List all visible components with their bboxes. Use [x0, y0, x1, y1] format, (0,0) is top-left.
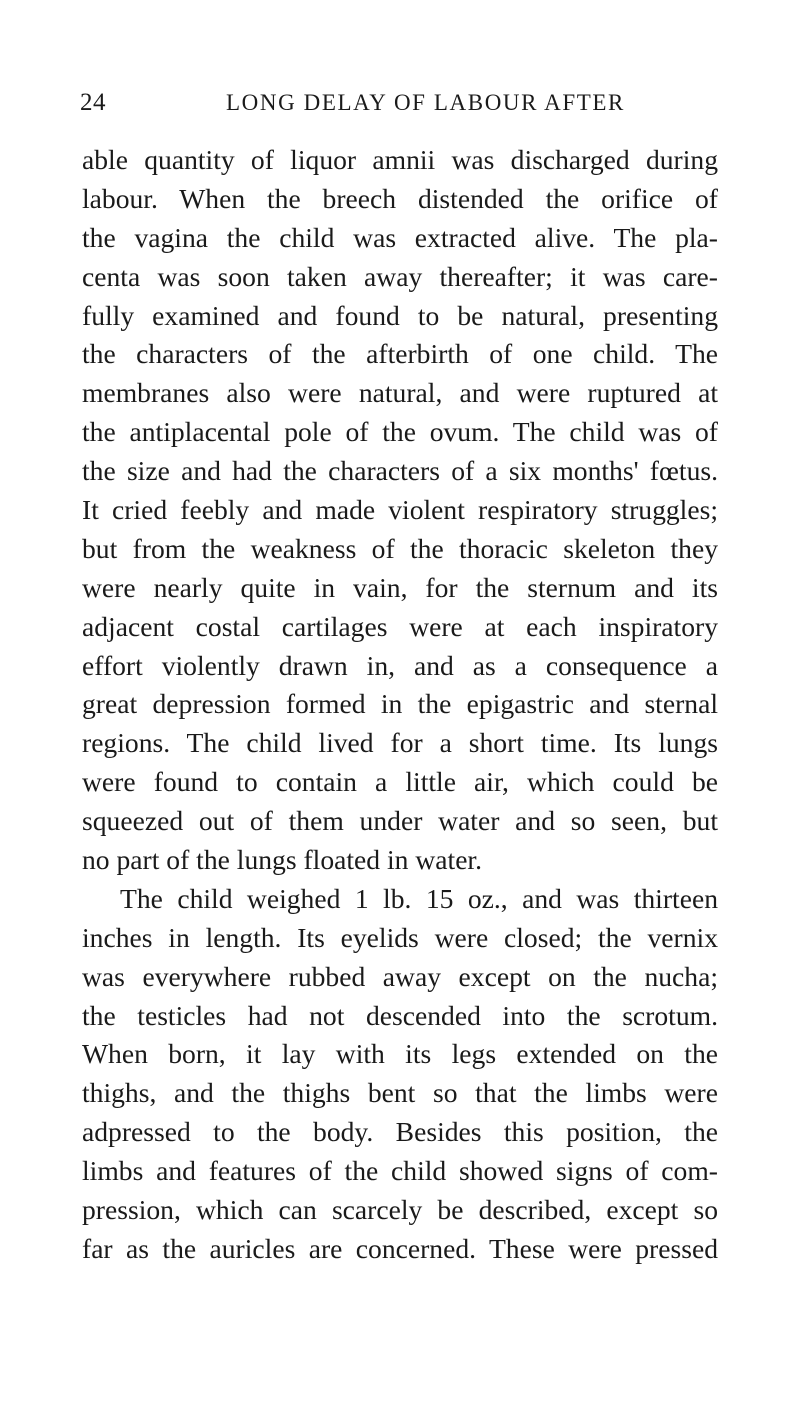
- text-line: When born, it lay with its legs extended on the: [82, 1038, 718, 1070]
- text-line: limbs and features of the child showed signs of com-: [82, 1155, 718, 1187]
- text-line: far as the auricles are concerned. These were pressed: [82, 1232, 718, 1264]
- text-line: were nearly quite in vain, for the sternum and its: [82, 571, 718, 603]
- text-line: the characters of the afterbirth of one child. The: [82, 338, 718, 370]
- text-line: no part of the lungs floated in water.: [82, 844, 483, 876]
- text-line: fully examined and found to be natural, presenting: [82, 299, 718, 331]
- text-line: effort violently drawn in, and as a consequence a: [82, 649, 718, 681]
- text-line: thighs, and the thighs bent so that the limbs were: [82, 1077, 718, 1109]
- text-line: the antiplacental pole of the ovum. The child was of: [82, 416, 718, 448]
- text-line: labour. When the breech distended the orifice of: [82, 182, 718, 214]
- text-line: The child weighed 1 lb. 15 oz., and was thirteen: [120, 882, 718, 914]
- text-line: regions. The child lived for a short time. Its lungs: [82, 727, 718, 759]
- page-number: 24: [80, 89, 106, 116]
- running-title: LONG DELAY OF LABOUR AFTER: [226, 90, 625, 115]
- text-line: the testicles had not descended into the scrotum.: [82, 999, 718, 1031]
- page-header: [80, 88, 720, 118]
- text-line: squeezed out of them under water and so seen, but: [82, 805, 718, 837]
- text-line: was everywhere rubbed away except on the nucha;: [82, 960, 718, 992]
- text-line: pression, which can scarcely be described, except so: [82, 1194, 718, 1226]
- text-line: adpressed to the body. Besides this position, the: [82, 1116, 718, 1148]
- text-line: adjacent costal cartilages were at each inspiratory: [82, 610, 718, 642]
- text-line: great depression formed in the epigastric and sternal: [82, 688, 718, 720]
- text-line: centa was soon taken away thereafter; it was care-: [82, 260, 718, 292]
- text-line: membranes also were natural, and were ruptured at: [82, 377, 718, 409]
- text-line: but from the weakness of the thoracic skeleton they: [82, 532, 718, 564]
- text-line: were found to contain a little air, which could be: [82, 766, 718, 798]
- text-line: the vagina the child was extracted alive. The pla-: [82, 221, 718, 253]
- text-line: inches in length. Its eyelids were closed; the vernix: [82, 921, 718, 953]
- body-text: [82, 141, 718, 1269]
- text-line: It cried feebly and made violent respiratory struggles;: [82, 494, 718, 526]
- text-line: the size and had the characters of a six months' fœtus.: [82, 455, 718, 487]
- text-line: able quantity of liquor amnii was discharged during: [82, 144, 718, 175]
